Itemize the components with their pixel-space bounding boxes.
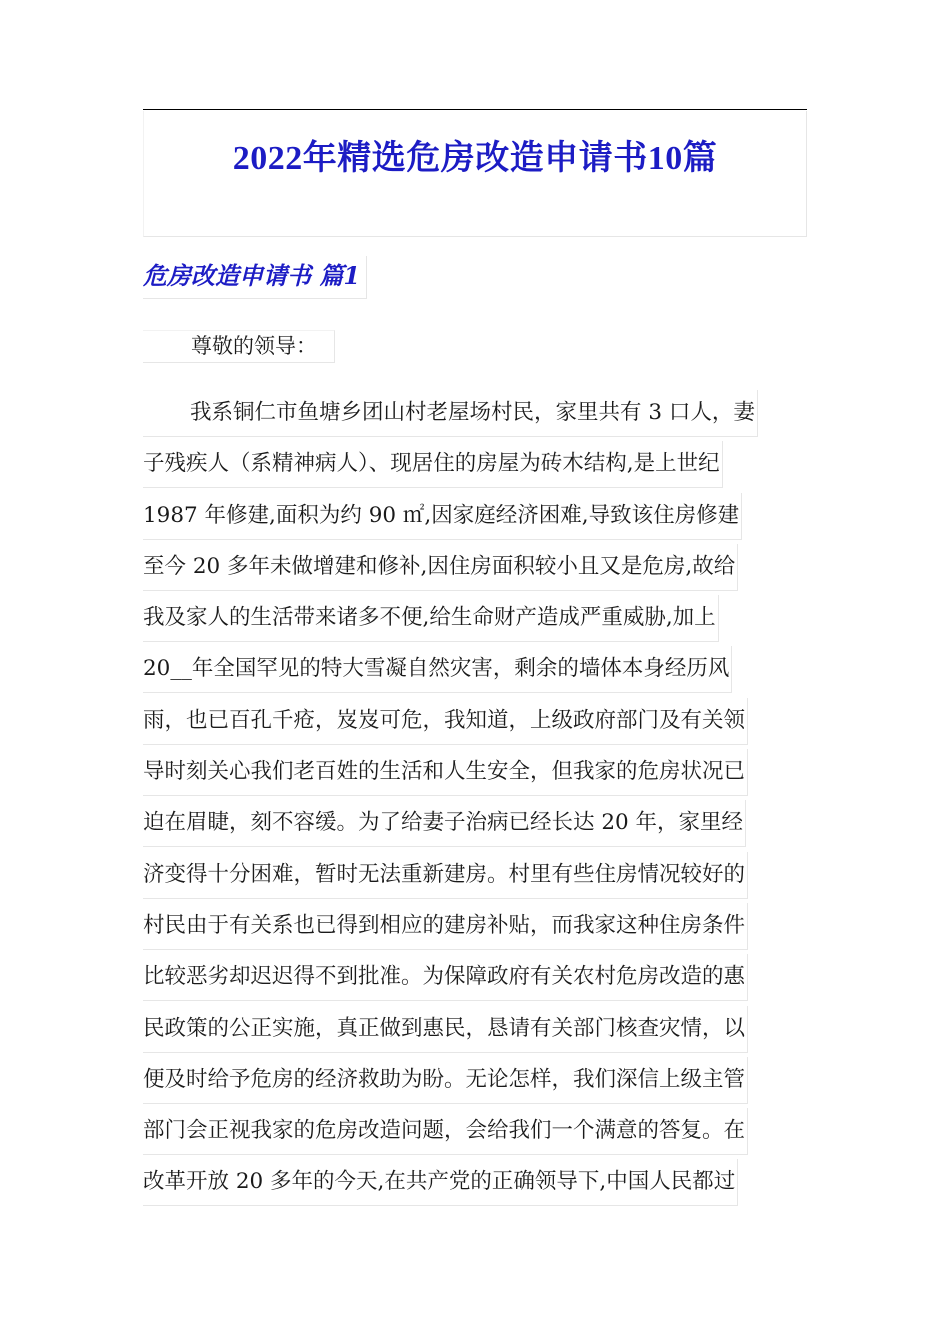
body-line	[143, 800, 823, 851]
body-line	[143, 646, 823, 697]
body-line-text: 至今 20 多年未做增建和修补,因住房面积较小且又是危房,故给	[143, 544, 738, 591]
body-paragraph	[143, 390, 823, 1211]
body-line	[143, 954, 823, 1005]
body-line	[143, 903, 823, 954]
body-line	[143, 1159, 823, 1210]
body-line-text: 20__年全国罕见的特大雪凝自然灾害，剩余的墙体本身经历风	[143, 646, 732, 693]
body-line	[143, 595, 823, 646]
body-line-text: 雨，也已百孔千疮，岌岌可危，我知道，上级政府部门及有关领	[143, 698, 748, 745]
top-rule	[143, 109, 807, 110]
body-line	[143, 441, 823, 492]
body-line-text: 1987 年修建,面积为约 90 ㎡,因家庭经济困难,导致该住房修建	[143, 493, 742, 540]
body-line-text: 便及时给予危房的经济救助为盼。无论怎样，我们深信上级主管	[143, 1057, 748, 1104]
section-heading: 危房改造申请书 篇1	[143, 256, 367, 299]
body-line	[143, 698, 823, 749]
body-line-text: 子残疾人（系精神病人）、现居住的房屋为砖木结构,是上世纪	[143, 441, 723, 488]
body-line-text: 比较恶劣却迟迟得不到批准。为保障政府有关农村危房改造的惠	[143, 954, 748, 1001]
body-line-text: 济变得十分困难，暂时无法重新建房。村里有些住房情况较好的	[143, 852, 748, 899]
document-title: 2022年精选危房改造申请书10篇	[232, 140, 718, 177]
body-line-text: 我及家人的生活带来诸多不便,给生命财产造成严重威胁,加上	[143, 595, 719, 642]
body-line-text: 部门会正视我家的危房改造问题，会给我们一个满意的答复。在	[143, 1108, 748, 1155]
body-line	[143, 1108, 823, 1159]
body-line	[143, 749, 823, 800]
body-line-text: 改革开放 20 多年的今天,在共产党的正确领导下,中国人民都过	[143, 1159, 738, 1206]
body-line-text: 迫在眉睫，刻不容缓。为了给妻子治病已经长达 20 年，家里经	[143, 800, 746, 847]
title-box	[143, 111, 807, 237]
body-line	[143, 493, 823, 544]
body-line-text: 村民由于有关系也已得到相应的建房补贴，而我家这种住房条件	[143, 903, 748, 950]
body-line-text: 导时刻关心我们老百姓的生活和人生安全，但我家的危房状况已	[143, 749, 748, 796]
body-line	[143, 390, 823, 441]
body-line	[143, 544, 823, 595]
body-line	[143, 1057, 823, 1108]
body-line	[143, 852, 823, 903]
body-line-text: 民政策的公正实施，真正做到惠民，恳请有关部门核查灾情，以	[143, 1006, 748, 1053]
body-line-text: 我系铜仁市鱼塘乡团山村老屋场村民，家里共有 3 口人，妻	[143, 390, 758, 437]
greeting: 尊敬的领导：	[143, 330, 335, 363]
body-line	[143, 1006, 823, 1057]
